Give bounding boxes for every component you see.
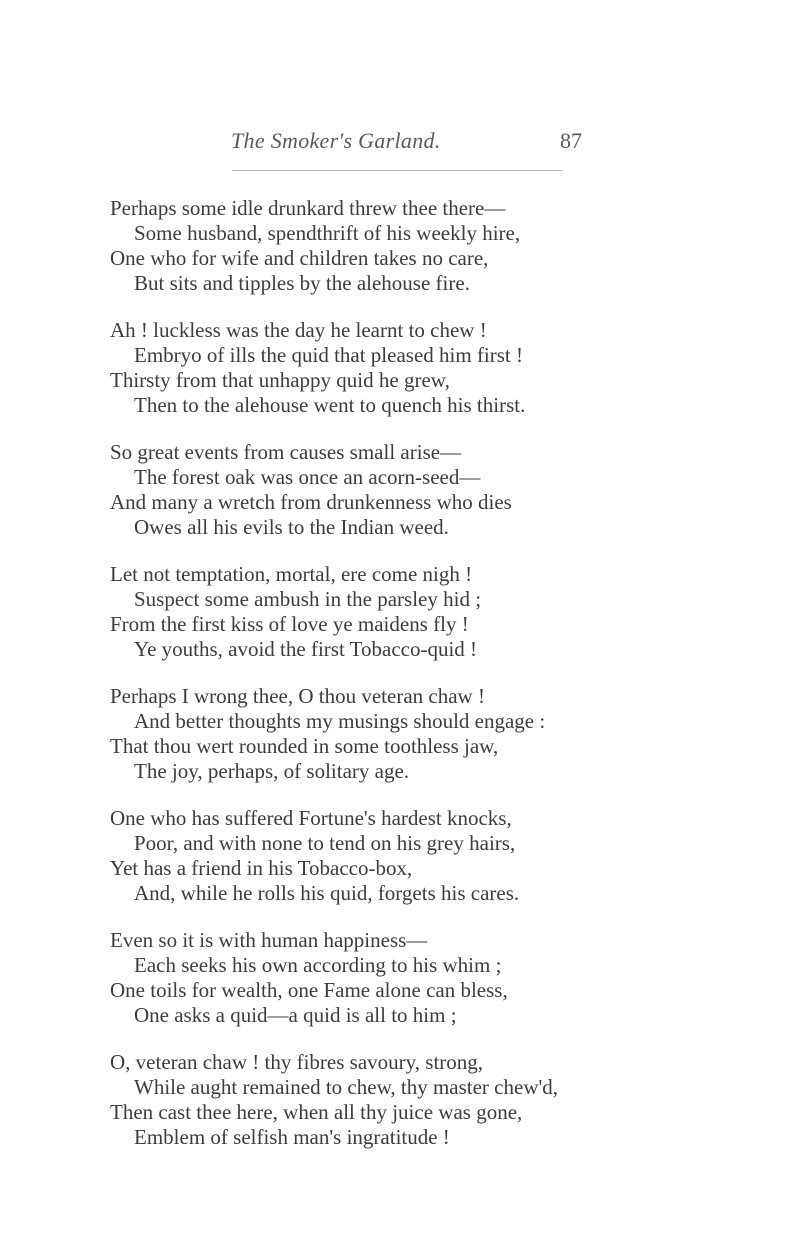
- poem-line: Perhaps some idle drunkard threw thee there—: [110, 196, 506, 220]
- running-title: The Smoker's Garland.: [231, 128, 441, 153]
- poem-line: The joy, perhaps, of solitary age.: [134, 759, 410, 783]
- poem-line: Owes all his evils to the Indian weed.: [134, 515, 449, 539]
- page-number: 87: [560, 128, 582, 153]
- stanza-2: [110, 318, 800, 418]
- poem-line: Then cast thee here, when all thy juice was gone,: [110, 1100, 523, 1124]
- stanza-8: [110, 1050, 800, 1150]
- poem-line: One toils for wealth, one Fame alone can bless,: [110, 978, 508, 1002]
- poem-line: But sits and tipples by the alehouse fire.: [134, 271, 470, 295]
- poem-line: So great events from causes small arise—: [110, 440, 462, 464]
- poem-line: Ye youths, avoid the first Tobacco-quid !: [134, 637, 478, 661]
- stanza-3: [110, 440, 800, 540]
- poem-line: That thou wert rounded in some toothless jaw,: [110, 734, 499, 758]
- poem-body: [110, 196, 800, 1172]
- stanza-5: [110, 684, 800, 784]
- poem-line: Thirsty from that unhappy quid he grew,: [110, 368, 450, 392]
- poem-line: Embryo of ills the quid that pleased him first !: [134, 343, 524, 367]
- poem-line: One who for wife and children takes no care,: [110, 246, 489, 270]
- stanza-1: [110, 196, 800, 296]
- poem-line: One asks a quid—a quid is all to him ;: [134, 1003, 457, 1027]
- poem-line: Poor, and with none to tend on his grey hairs,: [134, 831, 516, 855]
- poem-line: O, veteran chaw ! thy fibres savoury, strong,: [110, 1050, 484, 1074]
- poem-line: The forest oak was once an acorn-seed—: [134, 465, 481, 489]
- poem-line: Perhaps I wrong thee, O thou veteran chaw !: [110, 684, 485, 708]
- stanza-6: [110, 806, 800, 906]
- poem-line: One who has suffered Fortune's hardest knocks,: [110, 806, 512, 830]
- poem-line: Suspect some ambush in the parsley hid ;: [134, 587, 482, 611]
- poem-line: Even so it is with human happiness—: [110, 928, 428, 952]
- page-header: [0, 128, 800, 168]
- poem-line: And many a wretch from drunkenness who dies: [110, 490, 512, 514]
- poem-line: And, while he rolls his quid, forgets his cares.: [134, 881, 520, 905]
- poem-line: From the first kiss of love ye maidens fly !: [110, 612, 469, 636]
- stanza-4: [110, 562, 800, 662]
- poem-line: While aught remained to chew, thy master chew'd,: [134, 1075, 559, 1099]
- header-rule: [232, 170, 562, 171]
- poem-line: Let not temptation, mortal, ere come nigh !: [110, 562, 473, 586]
- stanza-7: [110, 928, 800, 1028]
- poem-line: Emblem of selfish man's ingratitude !: [134, 1125, 450, 1149]
- poem-line: Each seeks his own according to his whim ;: [134, 953, 502, 977]
- poem-line: Then to the alehouse went to quench his thirst.: [134, 393, 526, 417]
- poem-line: And better thoughts my musings should engage :: [134, 709, 546, 733]
- poem-line: Some husband, spendthrift of his weekly hire,: [134, 221, 521, 245]
- poem-line: Ah ! luckless was the day he learnt to chew !: [110, 318, 487, 342]
- poem-line: Yet has a friend in his Tobacco-box,: [110, 856, 413, 880]
